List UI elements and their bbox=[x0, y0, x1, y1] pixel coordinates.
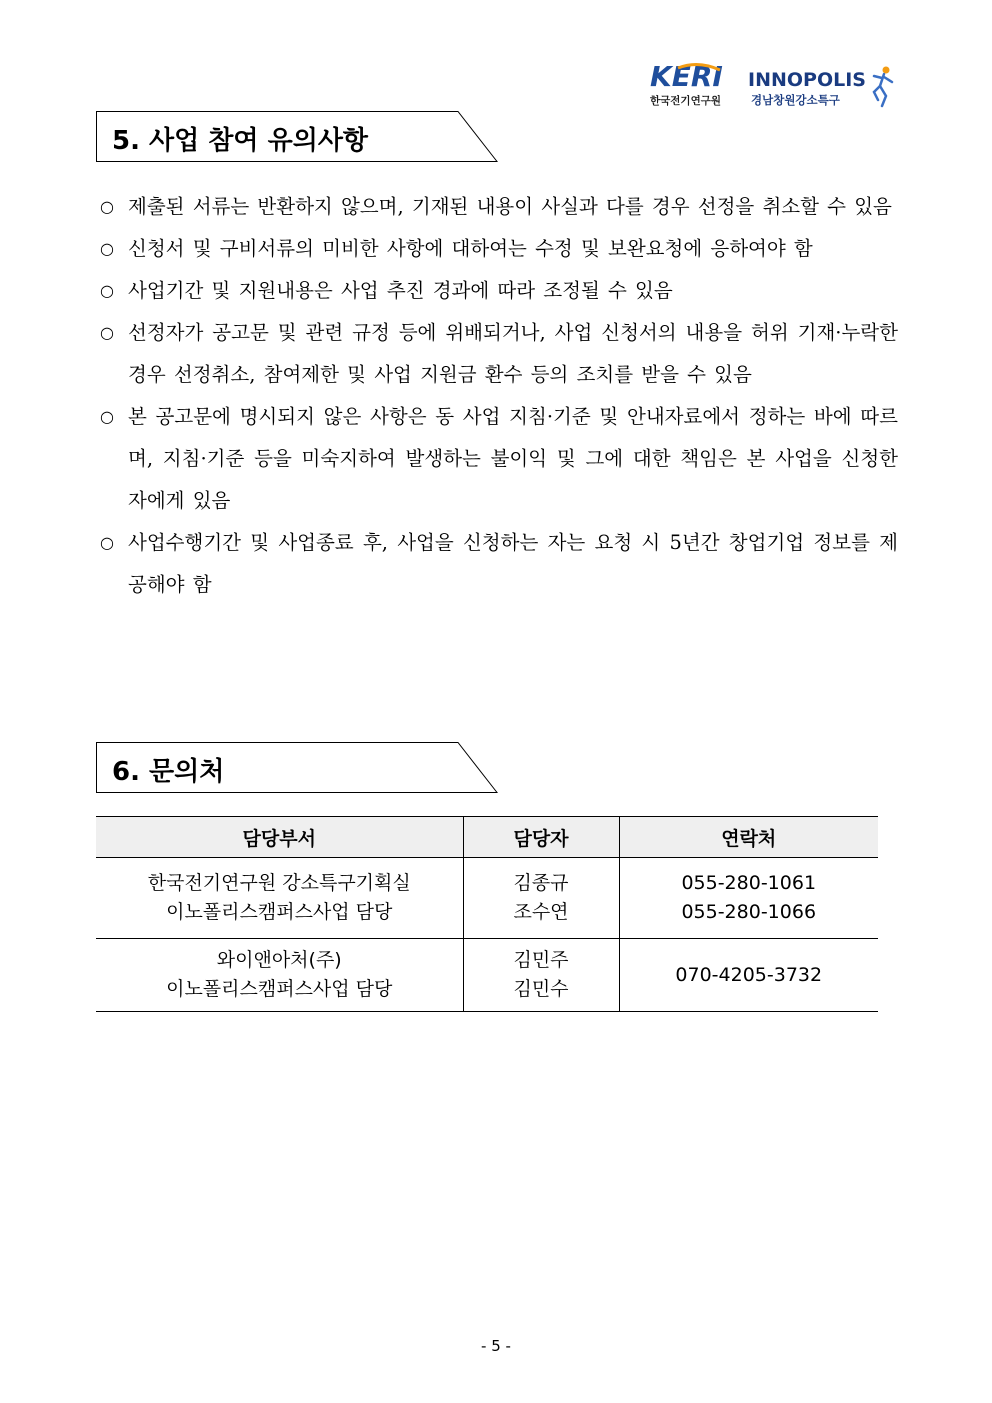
phone-number: 055-280-1061 bbox=[681, 872, 817, 894]
section-6-title: 6. 문의처 bbox=[112, 757, 225, 787]
list-item bbox=[96, 396, 898, 522]
bullet-circle-icon: ○ bbox=[100, 281, 114, 300]
keri-wordmark: KERI bbox=[650, 62, 723, 93]
keri-innopolis-logo bbox=[648, 62, 898, 110]
list-item-text: 제출된 서류는 반환하지 않으며, 기재된 내용이 사실과 다를 경우 선정을 취소할 수 있음 bbox=[128, 195, 892, 218]
bullet-circle-icon: ○ bbox=[100, 533, 114, 552]
person-cell bbox=[463, 858, 619, 939]
dept-cell bbox=[96, 939, 463, 1012]
list-item bbox=[96, 522, 898, 606]
person-cell bbox=[463, 939, 619, 1012]
list-item bbox=[96, 228, 898, 270]
innopolis-korean-name: 경남창원강소특구 bbox=[751, 93, 840, 107]
list-item-text: 선정자가 공고문 및 관련 규정 등에 위배되거나, 사업 신청서의 내용을 허위 기재·누락한 경우 선정취소, 참여제한 및 사업 지원금 환수 등의 조치를 받을 수 있음 bbox=[128, 321, 898, 386]
section-5-heading bbox=[96, 111, 498, 163]
person-name: 김종규 bbox=[513, 872, 569, 894]
dept-line: 이노폴리스캠퍼스사업 담당 bbox=[166, 901, 393, 923]
person-name: 김민주 bbox=[513, 949, 569, 971]
list-item-text: 신청서 및 구비서류의 미비한 사항에 대하여는 수정 및 보완요청에 응하여야 함 bbox=[128, 237, 813, 260]
person-name: 김민수 bbox=[513, 978, 569, 1000]
dept-cell bbox=[96, 858, 463, 939]
dept-line: 한국전기연구원 강소특구기획실 bbox=[147, 872, 411, 894]
list-item bbox=[96, 312, 898, 396]
table-row bbox=[96, 858, 878, 939]
list-item-text: 사업기간 및 지원내용은 사업 추진 경과에 따라 조정될 수 있음 bbox=[128, 279, 673, 302]
dept-line: 와이앤아처(주) bbox=[216, 949, 342, 971]
bullet-circle-icon: ○ bbox=[100, 197, 114, 216]
column-header-person: 담당자 bbox=[463, 817, 619, 858]
section-5-title: 5. 사업 참여 유의사항 bbox=[112, 126, 369, 156]
runner-figure-icon bbox=[874, 67, 892, 107]
keri-korean-name: 한국전기연구원 bbox=[650, 95, 722, 107]
table-header-row bbox=[96, 817, 878, 858]
list-item bbox=[96, 186, 898, 228]
list-item bbox=[96, 270, 898, 312]
innopolis-wordmark: INNOPOLIS bbox=[748, 69, 866, 91]
phone-number: 055-280-1066 bbox=[681, 901, 817, 923]
column-header-dept: 담당부서 bbox=[96, 817, 463, 858]
column-header-phone: 연락처 bbox=[619, 817, 878, 858]
notice-list bbox=[96, 186, 898, 606]
phone-number: 070-4205-3732 bbox=[675, 963, 823, 986]
phone-cell bbox=[619, 939, 878, 1012]
list-item-text: 사업수행기간 및 사업종료 후, 사업을 신청하는 자는 요청 시 5년간 창업기업 정보를 제공해야 함 bbox=[128, 531, 898, 596]
page-number: - 5 - bbox=[481, 1337, 511, 1355]
bullet-circle-icon: ○ bbox=[100, 407, 114, 426]
person-name: 조수연 bbox=[513, 901, 569, 923]
table-row bbox=[96, 939, 878, 1012]
section-6-heading bbox=[96, 742, 498, 794]
contact-table bbox=[96, 816, 878, 1012]
header-logo bbox=[648, 62, 898, 110]
bullet-circle-icon: ○ bbox=[100, 239, 114, 258]
dept-line: 이노폴리스캠퍼스사업 담당 bbox=[166, 978, 393, 1000]
bullet-circle-icon: ○ bbox=[100, 323, 114, 342]
list-item-text: 본 공고문에 명시되지 않은 사항은 동 사업 지침·기준 및 안내자료에서 정하는 바에 따르며, 지침·기준 등을 미숙지하여 발생하는 불이익 및 그에 대한 책임은 본 사업을 신청한 자에게 있음 bbox=[128, 405, 898, 512]
phone-cell bbox=[619, 858, 878, 939]
